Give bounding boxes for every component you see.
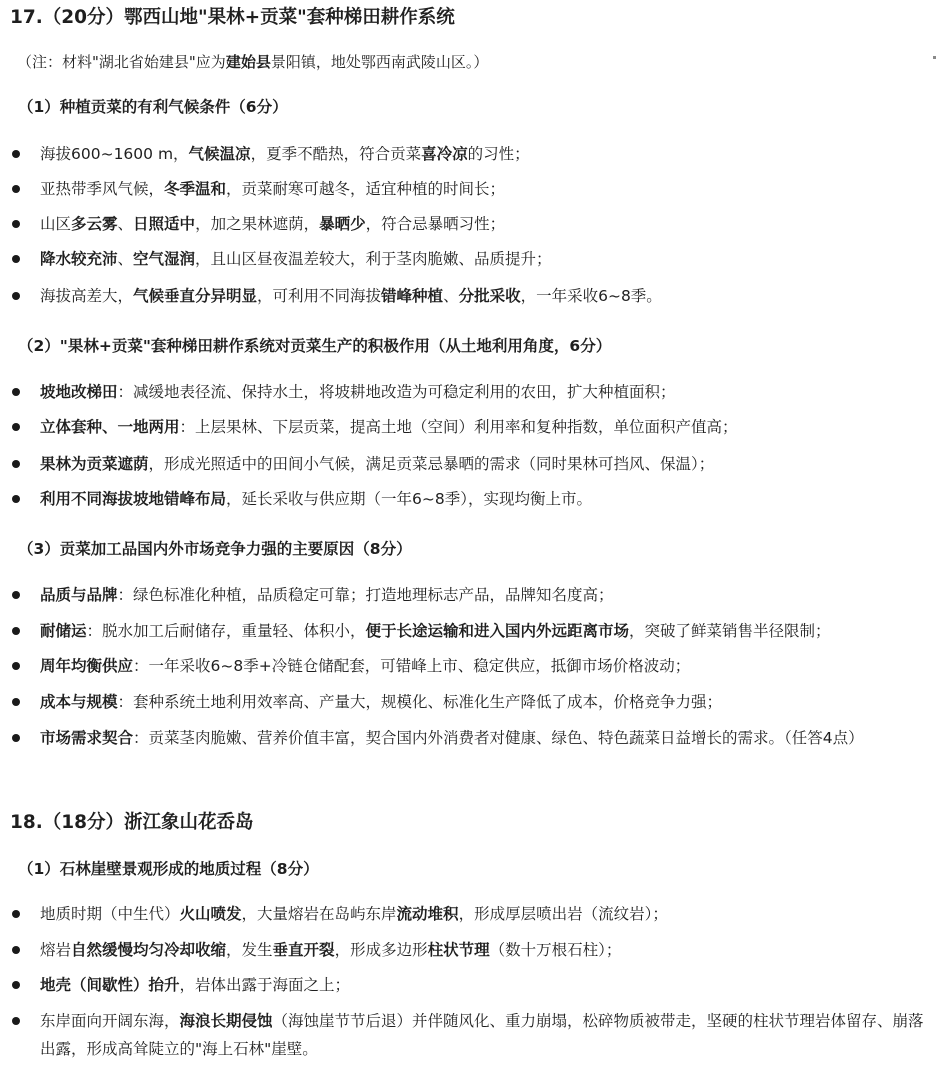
bold-term: 利用不同海拔坡地错峰布局 bbox=[40, 490, 227, 508]
bold-term: 多云雾 bbox=[71, 215, 118, 233]
item-text: ，且山区昼夜温差较大，利于茎肉脆嫩、品质提升； bbox=[195, 250, 552, 268]
item-text: ：减缓地表径流、保持水土，将坡耕地改造为可稳定利用的农田，扩大种植面积； bbox=[117, 383, 676, 401]
item-text: ，岩体出露于海面之上； bbox=[179, 976, 351, 994]
bold-term: 气候温凉 bbox=[188, 145, 251, 163]
bold-term: 火山喷发 bbox=[179, 905, 242, 923]
item-text: 山区 bbox=[40, 215, 72, 233]
item-text: ，突破了鲜菜销售半径限制； bbox=[629, 622, 831, 640]
question-17-note bbox=[17, 51, 488, 73]
item-text: ，夏季不酷热，符合贡菜 bbox=[250, 145, 422, 163]
bold-term: 降水较充沛 bbox=[40, 250, 118, 268]
bold-term: 耐储运 bbox=[40, 622, 87, 640]
bold-term: 分批采收 bbox=[458, 287, 521, 305]
item-text: 海拔600~1600 m， bbox=[40, 145, 189, 163]
bullet-dot bbox=[12, 460, 20, 468]
list-item bbox=[40, 485, 935, 513]
bold-term: 果林为贡菜遮荫 bbox=[40, 455, 149, 473]
item-text: 、 bbox=[117, 250, 134, 268]
edge-mark bbox=[933, 56, 936, 59]
list-item bbox=[40, 245, 935, 273]
bullet-dot bbox=[12, 185, 20, 193]
bold-term: 日照适中 bbox=[133, 215, 196, 233]
item-text: 的习性； bbox=[467, 145, 530, 163]
bullet-dot bbox=[12, 220, 20, 228]
bold-term: 流动堆积 bbox=[396, 905, 459, 923]
q17-section-2-heading: （2）"果林+贡菜"套种梯田耕作系统对贡菜生产的积极作用（从土地利用角度，6分） bbox=[18, 337, 612, 355]
list-item bbox=[40, 724, 935, 752]
bold-term: 暴晒少 bbox=[319, 215, 366, 233]
list-item bbox=[40, 617, 935, 645]
bullet-dot bbox=[12, 627, 20, 635]
item-text: ，可利用不同海拔 bbox=[257, 287, 382, 305]
bold-term: 周年均衡供应 bbox=[40, 657, 134, 675]
bold-term: 气候垂直分异明显 bbox=[133, 287, 258, 305]
bullet-dot bbox=[12, 698, 20, 706]
item-text: ，延长采收与供应期（一年6~8季），实现均衡上市。 bbox=[226, 490, 592, 508]
bullet-dot bbox=[12, 910, 20, 918]
item-text: （海蚀崖节节后退）并伴随风化、重力崩塌，松碎物质被带走，坚硬的柱状节理岩体留存、崩落出露，形成高耸陡立的"海上石林"崖壁。 bbox=[40, 1012, 924, 1058]
bullet-dot bbox=[12, 388, 20, 396]
bullet-dot bbox=[12, 150, 20, 158]
bullet-dot bbox=[12, 423, 20, 431]
item-text: ，一年采收6~8季。 bbox=[520, 287, 662, 305]
item-text: ：脱水加工后耐储存，重量轻、体积小， bbox=[86, 622, 366, 640]
bold-term: 冬季温和 bbox=[164, 180, 227, 198]
bold-term: 柱状节理 bbox=[427, 941, 490, 959]
bullet-dot bbox=[12, 1017, 20, 1025]
list-item bbox=[40, 936, 935, 964]
item-text: ：一年采收6~8季+冷链仓储配套，可错峰上市、稳定供应，抵御市场价格波动； bbox=[133, 657, 691, 675]
list-item bbox=[40, 175, 935, 203]
item-text: 东岸面向开阔东海， bbox=[40, 1012, 180, 1030]
question-18-title: 18.（18分）浙江象山花岙岛 bbox=[10, 812, 254, 833]
bold-term: 喜冷凉 bbox=[421, 145, 468, 163]
q18-section-1-heading: （1）石林崖壁景观形成的地质过程（8分） bbox=[18, 860, 319, 878]
bullet-dot bbox=[12, 946, 20, 954]
bold-term: 自然缓慢均匀冷却收缩 bbox=[71, 941, 227, 959]
bold-term: 便于长途运输和进入国内外远距离市场 bbox=[365, 622, 630, 640]
list-item bbox=[40, 1007, 935, 1063]
list-item bbox=[40, 581, 935, 609]
bold-term: 成本与规模 bbox=[40, 693, 118, 711]
item-text: ，发生 bbox=[226, 941, 273, 959]
note-text: （注：材料"湖北省始建县"应为 bbox=[17, 53, 226, 71]
bullet-dot bbox=[12, 734, 20, 742]
item-text: 地质时期（中生代） bbox=[40, 905, 180, 923]
bold-term: 坡地改梯田 bbox=[40, 383, 118, 401]
item-text: （数十万根石柱）； bbox=[489, 941, 622, 959]
list-item bbox=[40, 971, 935, 999]
list-item bbox=[40, 900, 935, 928]
list-item bbox=[40, 688, 935, 716]
q17-section-1-heading: （1）种植贡菜的有利气候条件（6分） bbox=[18, 98, 288, 116]
bold-term: 立体套种、一地两用 bbox=[40, 418, 180, 436]
item-text: ，大量熔岩在岛屿东岸 bbox=[241, 905, 397, 923]
bullet-dot bbox=[12, 255, 20, 263]
bold-term: 地壳（间歇性）抬升 bbox=[40, 976, 180, 994]
list-item bbox=[40, 652, 935, 680]
item-text: ，贡菜耐寒可越冬，适宜种植的时间长； bbox=[226, 180, 506, 198]
list-item bbox=[40, 140, 935, 168]
bold-term: 空气湿润 bbox=[133, 250, 196, 268]
bold-term: 错峰种植 bbox=[381, 287, 444, 305]
bullet-dot bbox=[12, 981, 20, 989]
bold-term: 市场需求契合 bbox=[40, 729, 134, 747]
bullet-dot bbox=[12, 292, 20, 300]
bullet-dot bbox=[12, 662, 20, 670]
item-text: ，形成厚层喷出岩（流纹岩）； bbox=[458, 905, 668, 923]
item-text: ：贡菜茎肉脆嫩、营养价值丰富，契合国内外消费者对健康、绿色、特色蔬菜日益增长的需求。（任答4点） bbox=[133, 729, 864, 747]
item-text: 、 bbox=[443, 287, 459, 305]
item-text: 熔岩 bbox=[40, 941, 72, 959]
q17-section-3-heading: （3）贡菜加工品国内外市场竞争力强的主要原因（8分） bbox=[18, 540, 412, 558]
bullet-dot bbox=[12, 591, 20, 599]
bold-term: 品质与品牌 bbox=[40, 586, 118, 604]
list-item bbox=[40, 210, 935, 238]
list-item bbox=[40, 450, 935, 478]
item-text: ，符合忌暴晒习性； bbox=[365, 215, 506, 233]
item-text: ，加之果林遮荫， bbox=[195, 215, 320, 233]
item-text: ：套种系统土地利用效率高、产量大，规模化、标准化生产降低了成本，价格竞争力强； bbox=[117, 693, 723, 711]
item-text: ：绿色标准化种植，品质稳定可靠；打造地理标志产品，品牌知名度高； bbox=[117, 586, 614, 604]
item-text: 亚热带季风气候， bbox=[40, 180, 165, 198]
bold-term: 垂直开裂 bbox=[272, 941, 335, 959]
list-item bbox=[40, 413, 935, 441]
bullet-dot bbox=[12, 495, 20, 503]
item-text: ，形成多边形 bbox=[334, 941, 428, 959]
list-item bbox=[40, 378, 935, 406]
bold-term: 海浪长期侵蚀 bbox=[179, 1012, 273, 1030]
item-text: 海拔高差大， bbox=[40, 287, 134, 305]
note-text: 景阳镇，地处鄂西南武陵山区。） bbox=[270, 53, 489, 71]
note-bold-text: 建始县 bbox=[225, 53, 271, 71]
item-text: ：上层果林、下层贡菜，提高土地（空间）利用率和复种指数，单位面积产值高； bbox=[179, 418, 738, 436]
item-text: ，形成光照适中的田间小气候，满足贡菜忌暴晒的需求（同时果林可挡风、保温）； bbox=[148, 455, 715, 473]
item-text: 、 bbox=[117, 215, 134, 233]
list-item bbox=[40, 282, 935, 310]
question-17-title: 17.（20分）鄂西山地"果林+贡菜"套种梯田耕作系统 bbox=[10, 7, 455, 28]
